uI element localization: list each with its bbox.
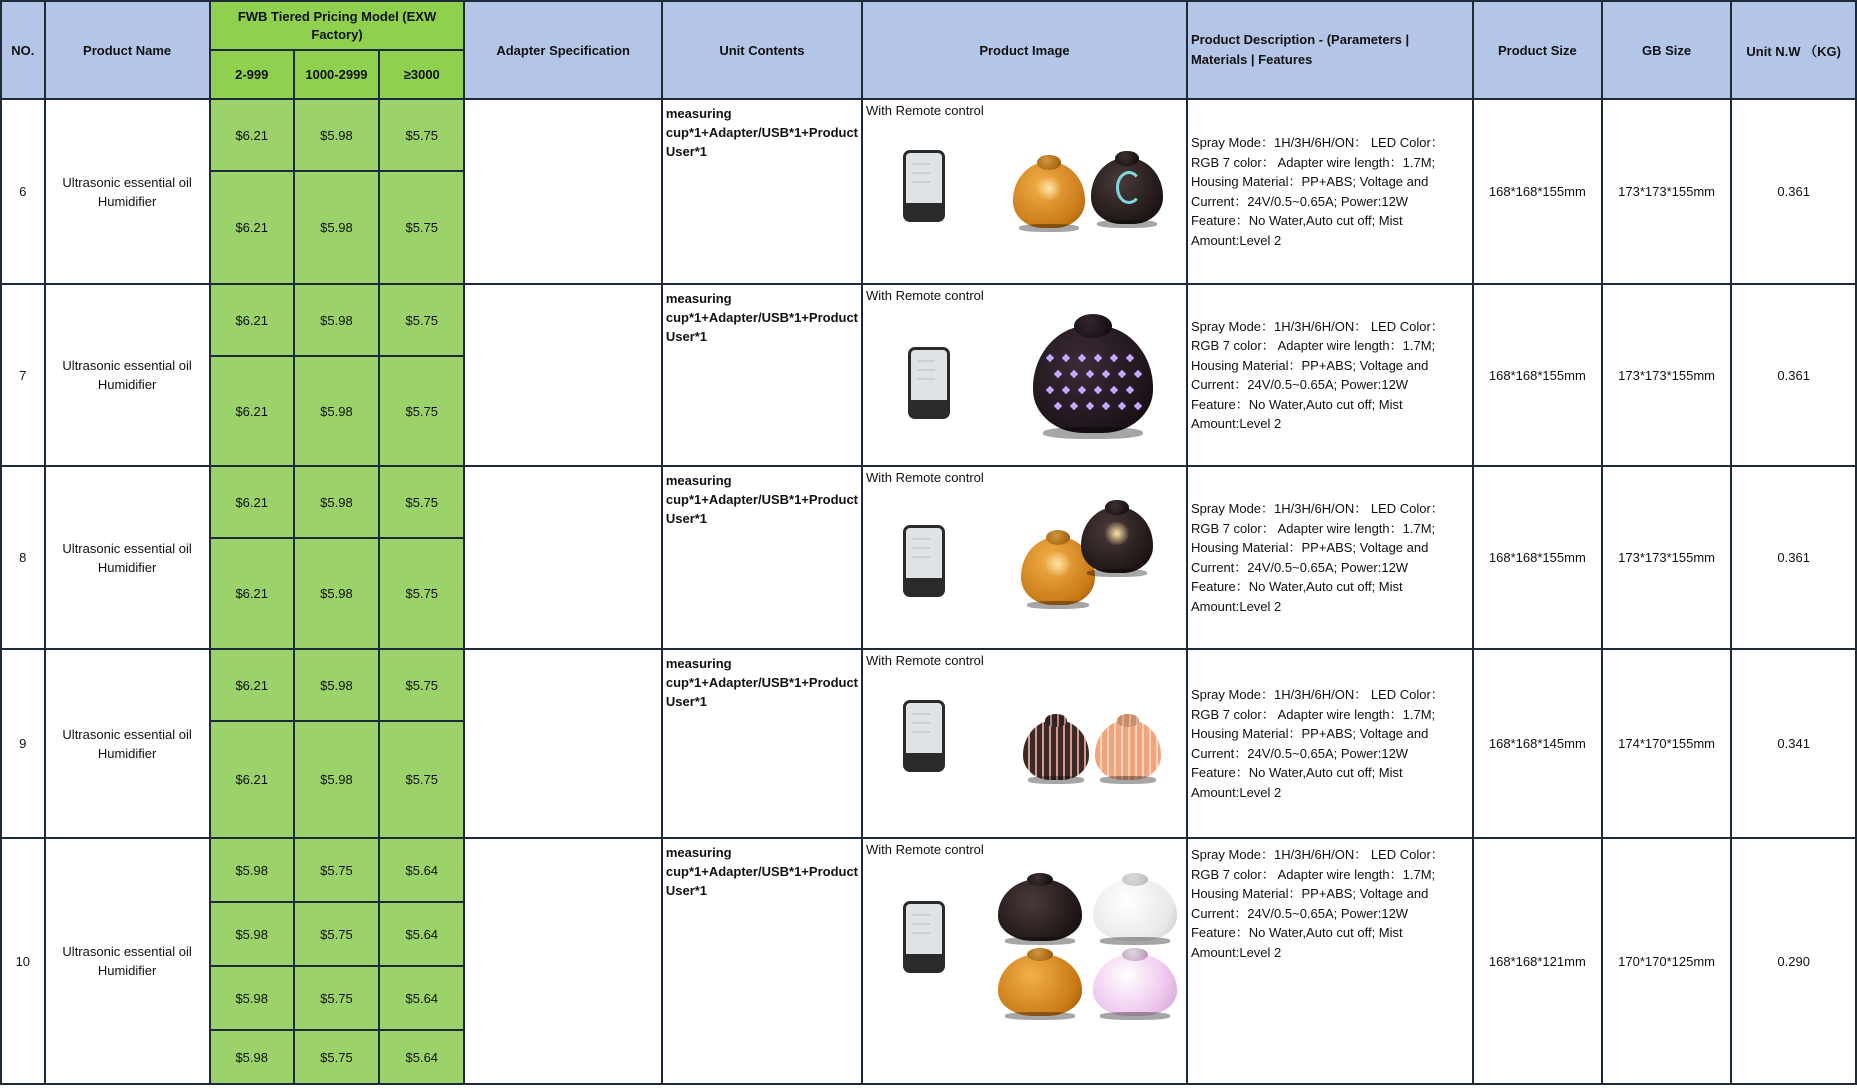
- unit-contents-cell: measuring cup*1+Adapter/USB*1+Product User*1: [662, 649, 862, 838]
- star-pattern-dot: [1062, 386, 1070, 394]
- image-caption: With Remote control: [866, 288, 984, 303]
- light-glow: [1103, 522, 1132, 545]
- price-cell: $5.98: [294, 171, 379, 284]
- unit-contents-cell: measuring cup*1+Adapter/USB*1+Product User*1: [662, 284, 862, 466]
- product-size-cell: 168*168*155mm: [1473, 99, 1602, 284]
- remote-button-line: [912, 722, 930, 724]
- star-pattern-dot: [1118, 370, 1126, 378]
- star-pattern-dot: [1062, 354, 1070, 362]
- remote-button-line: [912, 556, 930, 558]
- product-name-cell: Ultrasonic essential oil Humidifier: [45, 838, 210, 1084]
- product-image-cell: [862, 284, 1187, 466]
- diffuser-image: [1013, 162, 1085, 228]
- unit-nw-cell: 0.361: [1731, 466, 1856, 649]
- star-pattern-dot: [1134, 370, 1142, 378]
- price-cell: $5.75: [379, 538, 464, 649]
- remote-button-line: [912, 713, 930, 715]
- price-cell: $5.98: [210, 838, 294, 902]
- remote-button-line: [912, 547, 930, 549]
- price-cell: $5.98: [294, 649, 379, 721]
- remote-button-line: [917, 378, 935, 380]
- remote-control-icon: [903, 150, 945, 222]
- row-number: 8: [1, 466, 45, 649]
- product-image-cell: [862, 99, 1187, 284]
- price-cell: $5.75: [379, 99, 464, 171]
- description-cell: Spray Mode：1H/3H/6H/ON： LED Color：RGB 7 color： Adapter wire length：1.7M; Housing Material：PP+ABS; Voltage and Current：24V/0.5~0.65A; Power:12W Feature：No Water,Auto cut off; Mist Amount:Level 2: [1187, 284, 1473, 466]
- product-image: [863, 650, 1185, 835]
- price-cell: $5.98: [210, 1030, 294, 1084]
- star-pattern-dot: [1086, 370, 1094, 378]
- product-name-cell: Ultrasonic essential oil Humidifier: [45, 99, 210, 284]
- table-row: [1, 466, 1856, 538]
- description-cell: Spray Mode：1H/3H/6H/ON： LED Color：RGB 7 color： Adapter wire length：1.7M; Housing Material：PP+ABS; Voltage and Current：24V/0.5~0.65A; Power:12W Feature：No Water,Auto cut off; Mist Amount:Level 2: [1187, 99, 1473, 284]
- product-image-cell: [862, 466, 1187, 649]
- unit-contents-cell: measuring cup*1+Adapter/USB*1+Product User*1: [662, 838, 862, 1084]
- star-pattern-dot: [1070, 402, 1078, 410]
- description-cell: Spray Mode：1H/3H/6H/ON： LED Color：RGB 7 color： Adapter wire length：1.7M; Housing Material：PP+ABS; Voltage and Current：24V/0.5~0.65A; Power:12W Feature：No Water,Auto cut off; Mist Amount:Level 2: [1187, 649, 1473, 838]
- header-no: NO.: [1, 1, 45, 99]
- star-pattern-dot: [1046, 386, 1054, 394]
- star-pattern-dot: [1110, 354, 1118, 362]
- table-body: [1, 99, 1856, 1084]
- price-cell: $5.75: [379, 171, 464, 284]
- price-cell: $6.21: [210, 99, 294, 171]
- price-cell: $6.21: [210, 538, 294, 649]
- remote-button-line: [912, 923, 930, 925]
- price-cell: $5.75: [294, 838, 379, 902]
- adapter-cell: [464, 99, 661, 284]
- star-pattern-dot: [1094, 386, 1102, 394]
- remote-button-line: [917, 360, 935, 362]
- table-row: [1, 838, 1856, 902]
- header-description: Product Description - (Parameters | Materials | Features: [1187, 1, 1473, 99]
- gb-size-cell: 173*173*155mm: [1602, 466, 1732, 649]
- product-size-cell: 168*168*121mm: [1473, 838, 1602, 1084]
- row-number: 10: [1, 838, 45, 1084]
- product-name-cell: Ultrasonic essential oil Humidifier: [45, 649, 210, 838]
- price-cell: $5.64: [379, 902, 464, 966]
- description-cell: Spray Mode：1H/3H/6H/ON： LED Color：RGB 7 color： Adapter wire length：1.7M; Housing Material：PP+ABS; Voltage and Current：24V/0.5~0.65A; Power:12W Feature：No Water,Auto cut off; Mist Amount:Level 2: [1187, 466, 1473, 649]
- price-cell: $5.75: [379, 284, 464, 356]
- product-name-cell: Ultrasonic essential oil Humidifier: [45, 466, 210, 649]
- remote-button-line: [912, 181, 930, 183]
- product-image: [863, 467, 1185, 646]
- image-caption: With Remote control: [866, 470, 984, 485]
- price-cell: $5.98: [294, 99, 379, 171]
- gb-size-cell: 173*173*155mm: [1602, 284, 1732, 466]
- price-cell: $5.64: [379, 1030, 464, 1084]
- diffuser-image: [1091, 158, 1163, 224]
- remote-control-icon: [908, 347, 950, 419]
- diffuser-image: [998, 954, 1082, 1016]
- price-cell: $6.21: [210, 649, 294, 721]
- light-glow: [1116, 171, 1142, 203]
- header-product-image: Product Image: [862, 1, 1187, 99]
- gb-size-cell: 174*170*155mm: [1602, 649, 1732, 838]
- header-gb-size: GB Size: [1602, 1, 1732, 99]
- remote-button-line: [912, 172, 930, 174]
- diffuser-image: [1093, 954, 1177, 1016]
- header-tier-3: ≥3000: [379, 50, 464, 99]
- star-pattern-dot: [1094, 354, 1102, 362]
- unit-nw-cell: 0.361: [1731, 284, 1856, 466]
- gb-size-cell: 173*173*155mm: [1602, 99, 1732, 284]
- row-number: 9: [1, 649, 45, 838]
- diffuser-image: [1095, 720, 1161, 780]
- price-cell: $5.64: [379, 838, 464, 902]
- table-row: [1, 284, 1856, 356]
- header-adapter: Adapter Specification: [464, 1, 661, 99]
- star-pattern-dot: [1078, 354, 1086, 362]
- product-name-cell: Ultrasonic essential oil Humidifier: [45, 284, 210, 466]
- gb-size-cell: 170*170*125mm: [1602, 838, 1732, 1084]
- remote-button-line: [912, 731, 930, 733]
- price-cell: $5.75: [379, 466, 464, 538]
- diffuser-image: [1023, 720, 1089, 780]
- table-row: [1, 99, 1856, 171]
- remote-button-line: [912, 914, 930, 916]
- header-product-size: Product Size: [1473, 1, 1602, 99]
- header-unit-nw: Unit N.W （KG): [1731, 1, 1856, 99]
- adapter-cell: [464, 284, 661, 466]
- star-pattern-dot: [1134, 402, 1142, 410]
- star-pattern-dot: [1102, 370, 1110, 378]
- star-pattern-dot: [1102, 402, 1110, 410]
- product-image: [863, 100, 1185, 281]
- table-row: [1, 649, 1856, 721]
- light-glow: [1043, 552, 1073, 576]
- star-pattern-dot: [1070, 370, 1078, 378]
- header-tier-1: 2-999: [210, 50, 294, 99]
- image-caption: With Remote control: [866, 103, 984, 118]
- unit-nw-cell: 0.361: [1731, 99, 1856, 284]
- header-tier-2: 1000-2999: [294, 50, 379, 99]
- product-size-cell: 168*168*145mm: [1473, 649, 1602, 838]
- unit-nw-cell: 0.341: [1731, 649, 1856, 838]
- remote-control-icon: [903, 700, 945, 772]
- diffuser-image: [1081, 507, 1153, 573]
- adapter-cell: [464, 649, 661, 838]
- price-cell: $5.75: [379, 649, 464, 721]
- product-image: [863, 285, 1185, 463]
- price-cell: $5.75: [379, 721, 464, 838]
- price-cell: $5.98: [294, 356, 379, 466]
- remote-button-line: [917, 369, 935, 371]
- price-cell: $5.98: [294, 284, 379, 356]
- image-caption: With Remote control: [866, 653, 984, 668]
- description-cell: Spray Mode：1H/3H/6H/ON： LED Color：RGB 7 color： Adapter wire length：1.7M; Housing Material：PP+ABS; Voltage and Current：24V/0.5~0.65A; Power:12W Feature：No Water,Auto cut off; Mist Amount:Level 2: [1187, 838, 1473, 1084]
- header-unit-contents: Unit Contents: [662, 1, 862, 99]
- image-caption: With Remote control: [866, 842, 984, 857]
- product-size-cell: 168*168*155mm: [1473, 284, 1602, 466]
- price-cell: $5.75: [379, 356, 464, 466]
- light-glow: [1035, 177, 1064, 200]
- price-cell: $5.75: [294, 966, 379, 1030]
- star-pattern-dot: [1054, 370, 1062, 378]
- price-cell: $6.21: [210, 356, 294, 466]
- remote-button-line: [912, 163, 930, 165]
- price-cell: $6.21: [210, 284, 294, 356]
- price-cell: $5.75: [294, 1030, 379, 1084]
- row-number: 7: [1, 284, 45, 466]
- star-pattern-dot: [1078, 386, 1086, 394]
- header-product-name: Product Name: [45, 1, 210, 99]
- product-image: [863, 839, 1185, 1081]
- product-image-cell: [862, 649, 1187, 838]
- price-cell: $6.21: [210, 171, 294, 284]
- price-cell: $5.98: [294, 538, 379, 649]
- unit-contents-cell: measuring cup*1+Adapter/USB*1+Product User*1: [662, 99, 862, 284]
- adapter-cell: [464, 838, 661, 1084]
- star-pattern-dot: [1046, 354, 1054, 362]
- star-pattern-dot: [1118, 402, 1126, 410]
- price-cell: $5.75: [294, 902, 379, 966]
- remote-control-icon: [903, 901, 945, 973]
- diffuser-image: [998, 879, 1082, 941]
- remote-control-icon: [903, 525, 945, 597]
- star-pattern-dot: [1126, 354, 1134, 362]
- price-cell: $5.98: [294, 466, 379, 538]
- product-size-cell: 168*168*155mm: [1473, 466, 1602, 649]
- diffuser-image: [1033, 325, 1153, 433]
- price-cell: $5.98: [294, 721, 379, 838]
- price-cell: $5.64: [379, 966, 464, 1030]
- unit-nw-cell: 0.290: [1731, 838, 1856, 1084]
- star-pattern-dot: [1054, 402, 1062, 410]
- price-cell: $5.98: [210, 966, 294, 1030]
- star-pattern-dot: [1086, 402, 1094, 410]
- star-pattern-dot: [1110, 386, 1118, 394]
- header-pricing-title: FWB Tiered Pricing Model (EXW Factory): [210, 1, 465, 50]
- product-image-cell: [862, 838, 1187, 1084]
- price-cell: $5.98: [210, 902, 294, 966]
- unit-contents-cell: measuring cup*1+Adapter/USB*1+Product User*1: [662, 466, 862, 649]
- adapter-cell: [464, 466, 661, 649]
- star-pattern-dot: [1126, 386, 1134, 394]
- remote-button-line: [912, 932, 930, 934]
- remote-button-line: [912, 538, 930, 540]
- price-cell: $6.21: [210, 466, 294, 538]
- row-number: 6: [1, 99, 45, 284]
- diffuser-image: [1093, 879, 1177, 941]
- price-cell: $6.21: [210, 721, 294, 838]
